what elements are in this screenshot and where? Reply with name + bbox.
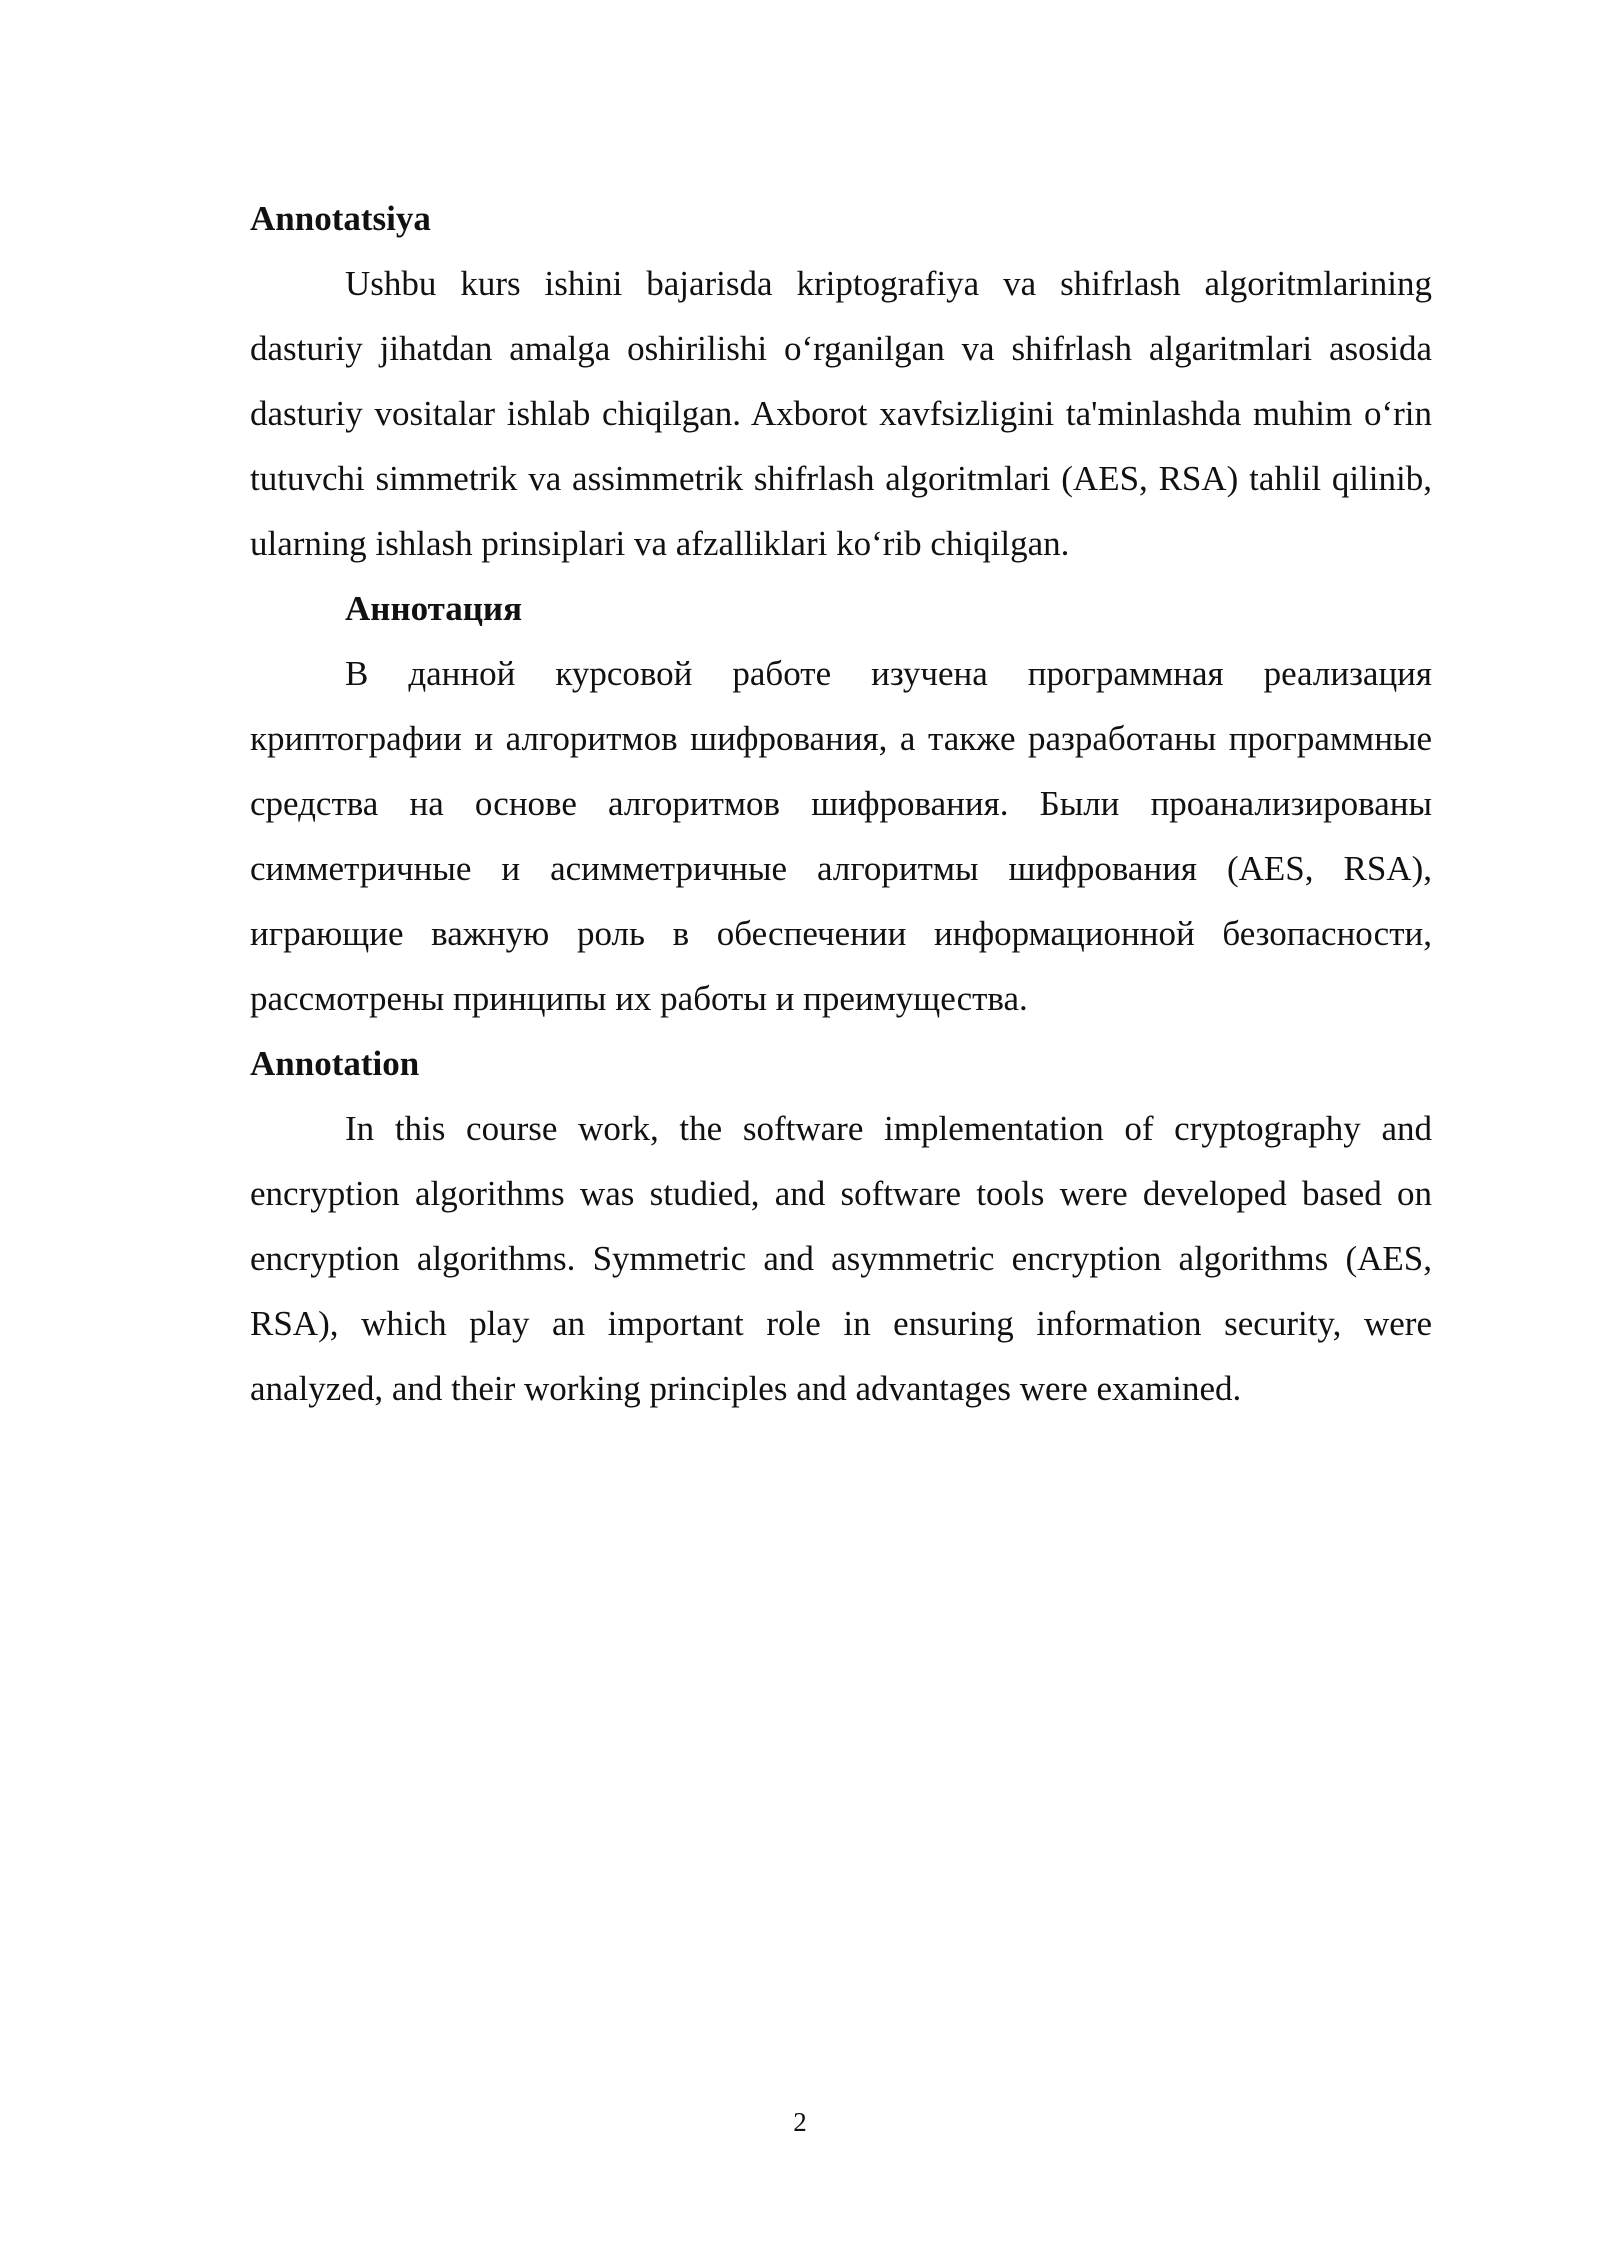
- paragraph-uzbek: Ushbu kurs ishini bajarisda kriptografiya va shifrlash algoritmlarining dasturiy jihatdan amalga oshirilishi o‘rganilgan va shifrlash algaritmlari asosida dasturiy vositalar ishlab chiqilgan. Axborot xavfsizligini ta'minlashda muhim o‘rin tutuvchi simmetrik va assimmetrik shifrlash algoritmlari (AES, RSA) tahlil qilinib, ularning ishlash prinsiplari va afzalliklari ko‘rib chiqilgan.: [250, 264, 1432, 563]
- paragraph-russian: В данной курсовой работе изучена программная реализация криптографии и алгоритмов шифрования, а также разработаны программные средства на основе алгоритмов шифрования. Были проанализированы симметричные и асимметричные алгоритмы шифрования (AES, RSA), играющие важную роль в обеспечении информационной безопасности, рассмотрены принципы их работы и преимущества.: [250, 654, 1432, 1018]
- heading-annotation-english: Annotation: [250, 1044, 420, 1083]
- page-number: 2: [793, 2107, 807, 2137]
- paragraph-english: In this course work, the software implementation of cryptography and encryption algorithms was studied, and software tools were developed based on encryption algorithms. Symmetric and asymmetric encryption algorithms (AES, RSA), which play an important role in ensuring information security, were analyzed, and their working principles and advantages were examined.: [250, 1109, 1432, 1408]
- heading-annotatsiya: Annotatsiya: [250, 199, 431, 238]
- heading-annotatsiya-russian: Аннотация: [345, 589, 523, 628]
- page-content: [250, 186, 1432, 1421]
